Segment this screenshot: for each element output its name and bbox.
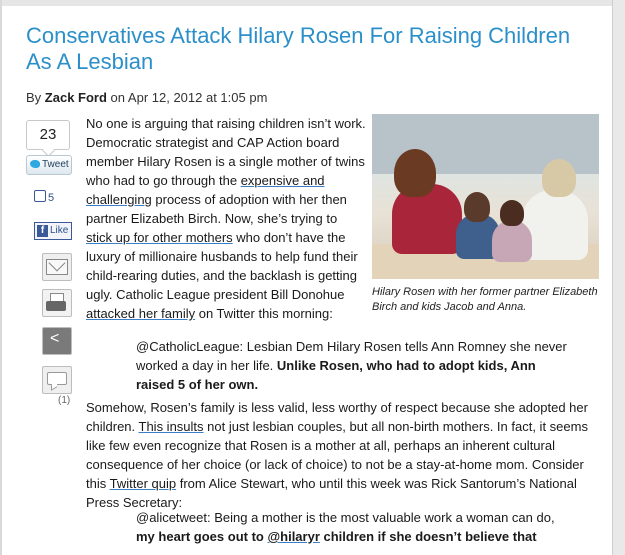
paragraph-2 (86, 398, 606, 512)
blockquote-1 (136, 337, 576, 394)
byline-prefix: By (26, 90, 42, 105)
publish-date: Apr 12, 2012 at 1:05 pm (127, 90, 268, 105)
comment-icon[interactable] (42, 366, 72, 394)
quote1-text: @CatholicLeague: Lesbian Dem Hilary Rosen tells Ann Romney she never worked a day in her life. (136, 339, 567, 373)
p1-text-1: No one is arguing that raising children isn’t work. Democratic strategist and CAP Action board member Hilary Rosen is a single mother of twins who had to go through the (86, 116, 366, 188)
blockquote-2 (136, 508, 576, 546)
p1-text-2: process of adoption with her then partner Elizabeth Birch. Now, she’s trying to (86, 192, 347, 226)
link-expensive-challenging[interactable]: expensive and challenging (86, 173, 325, 207)
like-count (34, 190, 54, 204)
twitter-bird-icon (30, 160, 40, 168)
facebook-icon: f (37, 225, 48, 237)
p1-text-3: who don’t have the luxury of millionaire husbands to help fund their child-rearing duties, and the backlash is getting ugly. Catholic League president Bill Donohue (86, 230, 358, 302)
tweet-label: Tweet (42, 159, 69, 170)
link-twitter-quip[interactable]: Twitter quip (109, 476, 177, 491)
author-name[interactable]: Zack Ford (44, 90, 107, 105)
link-hilaryr[interactable]: @hilaryr (267, 529, 320, 544)
share-icon[interactable]: < (42, 327, 72, 355)
quote2-bold-2: children if she doesn’t believe that (319, 529, 537, 544)
email-icon[interactable] (42, 253, 72, 281)
quote2-text: @alicetweet: Being a mother is the most valuable work a woman can do, (136, 510, 555, 525)
link-stick-up-for-mothers[interactable]: stick up for other mothers (86, 230, 233, 245)
quote1-bold: Unlike Rosen, who had to adopt kids, Ann raised 5 of her own. (136, 358, 536, 392)
like-count-value: 5 (48, 192, 55, 204)
p2-text-3: from Alice Stewart, who until this week was Rick Santorum’s National Press Secretary: (86, 476, 577, 510)
comment-count[interactable]: (1) (58, 395, 71, 406)
paragraph-1 (86, 114, 366, 323)
p1-text-4: on Twitter this morning: (195, 306, 333, 321)
byline (26, 90, 267, 105)
p2-text-2: not just lesbian couples, but all non-birth mothers. In fact, it seems like few even recognize that Rosen is a mother at all, perhaps an inherent cultural consequence of her choice (or lack of choice) to not be a stay-at-home mom. Consider this (86, 419, 588, 491)
thumbs-up-icon (34, 190, 46, 202)
facebook-like-button[interactable] (34, 222, 72, 240)
date-prefix: on (110, 90, 126, 105)
left-border (0, 0, 2, 555)
article-photo[interactable] (372, 114, 599, 279)
tweet-count: 23 (26, 120, 70, 150)
photo-caption: Hilary Rosen with her former partner Elizabeth Birch and kids Jacob and Anna. (372, 286, 598, 313)
article-title[interactable]: Conservatives Attack Hilary Rosen For Raising Children As A Lesbian (26, 23, 571, 74)
scrollbar[interactable] (612, 0, 625, 555)
print-icon[interactable] (42, 289, 72, 317)
p2-text-1: Somehow, Rosen’s family is less valid, less worthy of respect because she adopted her children. (86, 400, 588, 434)
link-attacked-her-family[interactable]: attacked her family (86, 306, 196, 321)
top-border (2, 0, 612, 6)
link-this-insults[interactable]: This insults (138, 419, 204, 434)
like-label: Like (50, 225, 69, 236)
tweet-button[interactable] (26, 155, 72, 175)
quote2-bold-1: my heart goes out to (136, 529, 268, 544)
